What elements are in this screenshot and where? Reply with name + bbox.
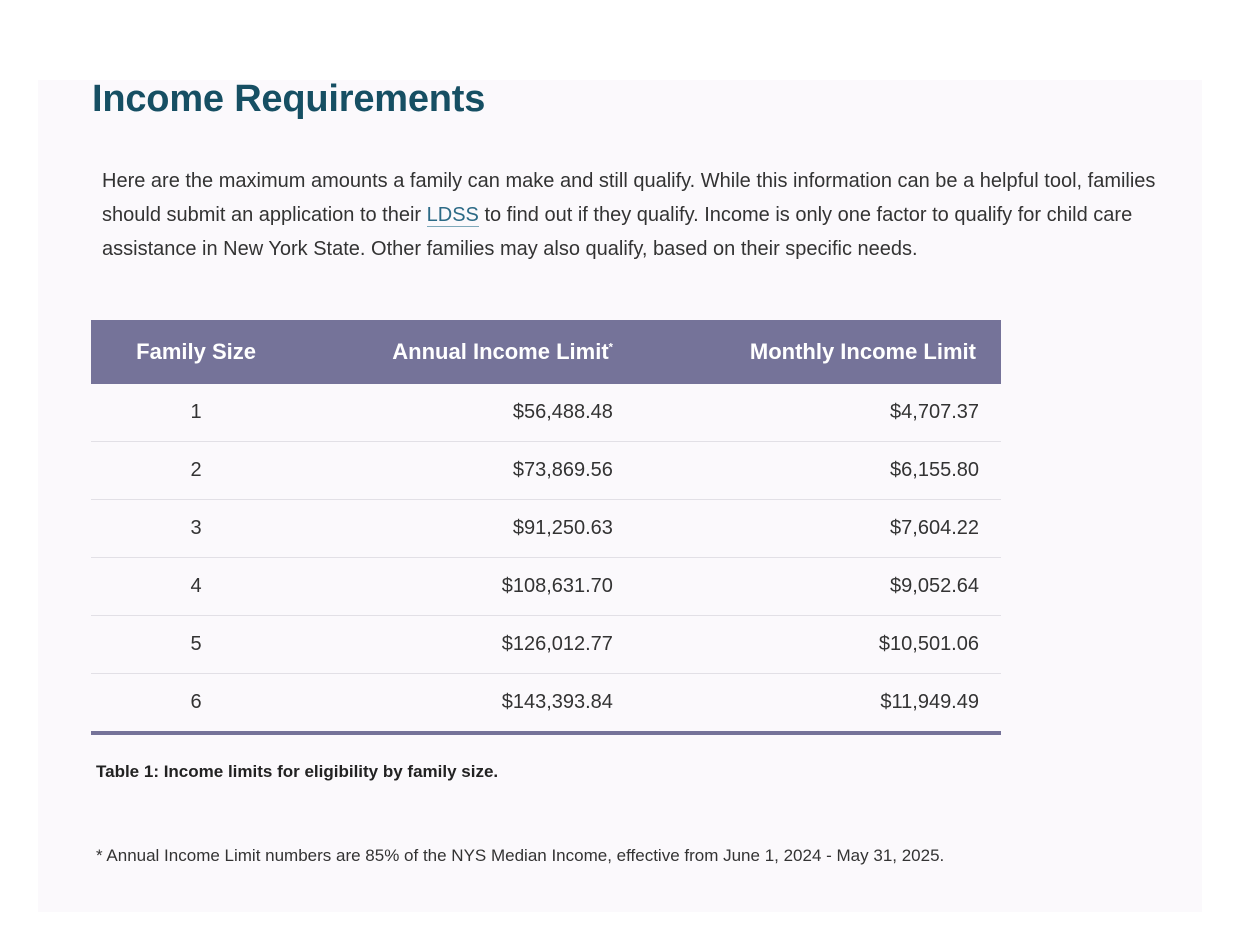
cell-monthly-limit: $7,604.22: [613, 500, 1001, 558]
header-annual-income-limit: [301, 320, 613, 384]
cell-monthly-limit: $10,501.06: [613, 616, 1001, 674]
table-row: [91, 674, 1001, 734]
cell-family-size: 6: [190, 691, 202, 713]
header-annual-label: Annual Income Limit: [392, 339, 609, 364]
cell-monthly-limit: $6,155.80: [613, 442, 1001, 500]
table-row: [91, 616, 1001, 674]
cell-annual-limit: $73,869.56: [301, 442, 613, 500]
intro-text-start: Here are the maximum amounts a family can make and still qualify. While this information can be a helpful tool, families should submit an application to their: [102, 170, 1156, 226]
cell-monthly-limit: $4,707.37: [613, 384, 1001, 442]
table-row: [91, 558, 1001, 616]
table-caption: Table 1: Income limits for eligibility by family size.: [96, 762, 499, 781]
cell-family-size: 3: [91, 500, 301, 558]
footnote: * Annual Income Limit numbers are 85% of the NYS Median Income, effective from June 1, 2024 - May 31, 2025.: [96, 846, 945, 865]
cell-family-size: 5: [91, 616, 301, 674]
cell-annual-limit: $56,488.48: [301, 384, 613, 442]
ldss-link[interactable]: LDSS: [426, 204, 479, 226]
cell-annual-limit: $108,631.70: [301, 558, 613, 616]
table-header-row: [91, 320, 1001, 384]
cell-annual-limit: $126,012.77: [301, 616, 613, 674]
table-row: [91, 384, 1001, 442]
cell-monthly-limit: $11,949.49: [880, 691, 979, 713]
header-monthly-income-limit: Monthly Income Limit: [613, 320, 1001, 384]
cell-monthly-limit: $9,052.64: [613, 558, 1001, 616]
cell-family-size: 4: [91, 558, 301, 616]
intro-paragraph: [102, 164, 1192, 266]
table-row: [91, 500, 1001, 558]
income-limits-table: [91, 320, 1001, 735]
cell-family-size: 1: [91, 384, 301, 442]
page-title: Income Requirements: [92, 78, 486, 120]
header-annual-footnote-marker: *: [608, 341, 613, 354]
cell-annual-limit: $143,393.84: [501, 691, 613, 713]
header-family-size: Family Size: [91, 320, 301, 384]
cell-annual-limit: $91,250.63: [301, 500, 613, 558]
intro-text-end: to find out if they qualify. Income is only one factor to qualify for child care assistance in New York State. Other families may also qualify, based on their specific needs.: [102, 204, 1133, 260]
cell-family-size: 2: [91, 442, 301, 500]
table-row: [91, 442, 1001, 500]
